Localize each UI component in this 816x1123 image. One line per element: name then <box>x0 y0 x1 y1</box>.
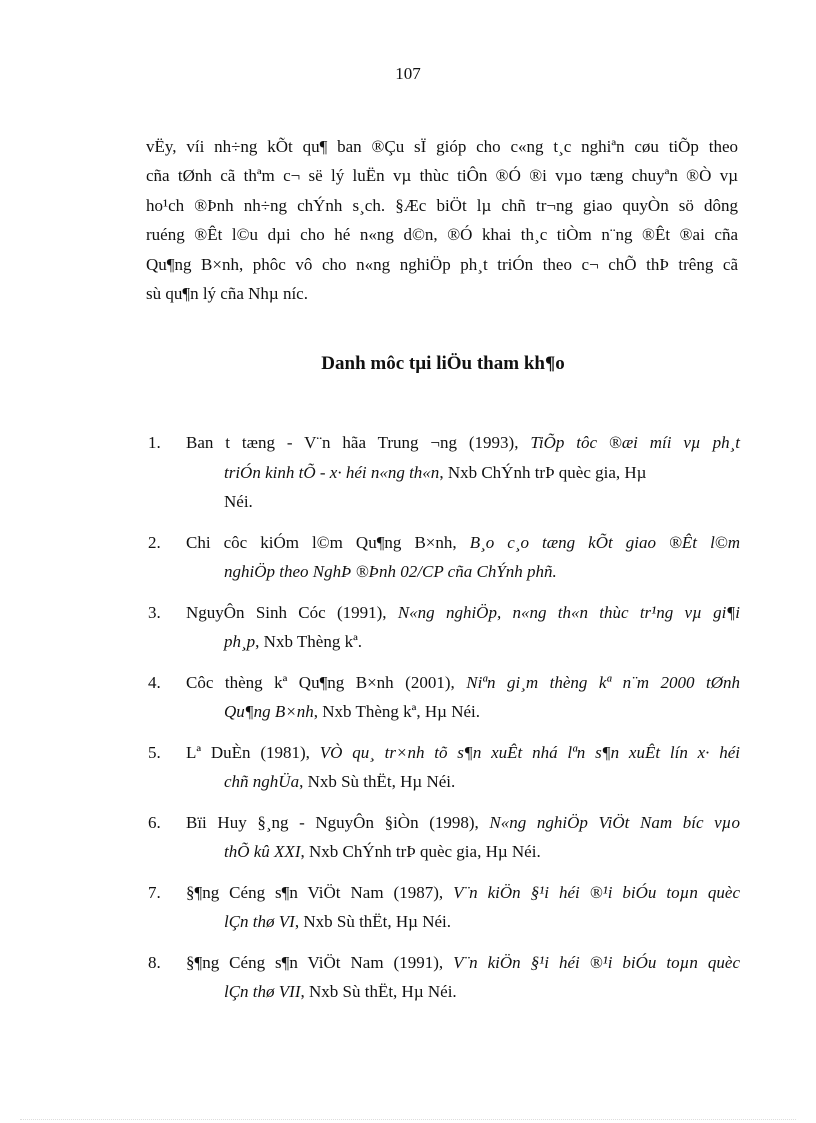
reference-line <box>186 428 740 458</box>
reference-text: Néi. <box>224 492 253 511</box>
reference-line <box>186 738 740 768</box>
intro-line: Qu¶ng B×nh, phôc vô cho n«ng nghiÖp ph¸t triÓn theo c¬ chÕ thÞ trêng cã <box>146 254 738 274</box>
reference-line <box>186 528 740 558</box>
reference-line <box>186 837 740 867</box>
reference-line <box>186 948 740 978</box>
reference-text: Chi côc kiÓm l©m Qu¶ng B×nh, <box>186 532 470 552</box>
reference-text: §¶ng Céng s¶n ViÖt Nam (1991), <box>186 952 454 972</box>
reference-line <box>186 668 740 698</box>
reference-text: NguyÔn Sinh Cóc (1991), <box>186 602 398 622</box>
reference-title-text: B¸o c¸o tæng kÕt giao ®Êt l©m <box>469 532 740 552</box>
reference-line <box>186 907 740 937</box>
page-number: 107 <box>395 64 421 83</box>
reference-number: 3. <box>148 602 161 622</box>
reference-number: 5. <box>148 742 161 762</box>
reference-body <box>186 878 740 937</box>
reference-title-text: ph¸p <box>224 632 256 651</box>
reference-line <box>186 458 740 488</box>
reference-line <box>186 487 740 517</box>
reference-text: , Nxb Thèng kª. <box>255 632 363 651</box>
reference-title-text: triÓn kinh tÕ - x· héi n«ng th«n <box>224 462 440 482</box>
reference-number: 4. <box>148 672 161 692</box>
reference-item <box>146 668 740 727</box>
intro-line: ruéng ®Êt l©u dµi cho hé n«ng d©n, ®Ó khai th¸c tiÒm n¨ng ®Êt ®ai cña <box>146 225 738 245</box>
reference-number: 2. <box>148 532 161 552</box>
reference-item <box>146 738 740 797</box>
reference-body <box>186 668 740 727</box>
reference-body <box>186 428 740 517</box>
reference-title-text: lÇn thø VII <box>224 982 301 1001</box>
reference-body <box>186 948 740 1007</box>
reference-text: , Nxb Sù thËt, Hµ Néi. <box>300 982 457 1001</box>
intro-line: sù qu¶n lý cña Nhµ níc. <box>146 284 308 304</box>
reference-title-text: V¨n kiÖn §¹i héi ®¹i biÓu toµn quèc <box>453 882 740 902</box>
intro-paragraph <box>146 132 738 308</box>
reference-title-text: TiÕp tôc ®æi míi vµ ph¸t <box>530 433 740 452</box>
reference-title-text: N«ng nghiÖp ViÖt Nam bíc vµo <box>489 812 740 832</box>
reference-text: Côc thèng kª Qu¶ng B×nh (2001), <box>186 672 467 692</box>
reference-title-text: N«ng nghiÖp, n«ng th«n thùc tr¹ng vµ gi¶i <box>397 602 740 622</box>
reference-number: 6. <box>148 812 161 832</box>
reference-title-text: lÇn thø VI <box>224 912 295 931</box>
references-heading: Danh môc tµi liÖu tham kh¶o <box>321 353 565 374</box>
page-bottom-divider <box>20 1119 796 1120</box>
intro-line: cña tØnh cã thªm c¬ së lý luËn vµ thùc tiÔn ®Ó ®i vµo tæng chuyªn ®Ò vµ <box>146 166 738 186</box>
reference-line <box>186 767 740 797</box>
reference-number: 8. <box>148 952 161 972</box>
reference-title-text: Qu¶ng B×nh <box>224 702 314 721</box>
reference-item <box>146 528 740 587</box>
reference-title-text: chñ nghÜa <box>224 772 300 791</box>
reference-body <box>186 598 740 657</box>
reference-text: , Nxb Sù thËt, Hµ Néi. <box>294 912 452 931</box>
reference-item <box>146 948 740 1007</box>
reference-text: Lª DuÈn (1981), <box>186 742 320 762</box>
reference-text: , Nxb ChÝnh trÞ quèc gia, Hµ Néi. <box>300 842 541 861</box>
reference-item <box>146 878 740 937</box>
reference-text: , Nxb ChÝnh trÞ quèc gia, Hµ <box>439 462 647 482</box>
reference-title-text: V¨n kiÖn §¹i héi ®¹i biÓu toµn quèc <box>453 952 740 972</box>
reference-line <box>186 557 740 587</box>
reference-body <box>186 528 740 587</box>
reference-line <box>186 598 740 628</box>
reference-line <box>186 697 740 727</box>
reference-text: Ban t tæng - V¨n hãa Trung ¬ng (1993), <box>186 433 531 452</box>
reference-title-text: nghiÖp theo NghÞ ®Þnh 02/CP cña ChÝnh phñ. <box>224 562 557 581</box>
reference-list <box>146 428 740 1018</box>
reference-number: 1. <box>148 433 161 452</box>
reference-text: , Nxb Sù thËt, Hµ Néi. <box>299 772 456 791</box>
reference-title-text: thÕ kû XXI <box>224 842 301 861</box>
reference-text: §¶ng Céng s¶n ViÖt Nam (1987), <box>186 882 454 902</box>
reference-title-text: Niªn gi¸m thèng kª n¨m 2000 tØnh <box>466 672 740 692</box>
reference-text: Bïi Huy §¸ng - NguyÔn §iÒn (1998), <box>186 812 490 832</box>
reference-line <box>186 627 740 657</box>
reference-number: 7. <box>148 882 161 902</box>
reference-title-text: VÒ qu¸ tr×nh tõ s¶n xuÊt nhá lªn s¶n xuÊt lín x· héi <box>319 742 740 762</box>
intro-line: ho¹ch ®Þnh nh÷ng chÝnh s¸ch. §Æc biÖt lµ chñ tr¬ng giao quyÒn sö dông <box>146 195 738 215</box>
reference-text: , Nxb Thèng kª, Hµ Néi. <box>313 702 480 721</box>
reference-body <box>186 738 740 797</box>
intro-line: vËy, víi nh÷ng kÕt qu¶ ban ®Çu sÏ gióp cho c«ng t¸c nghiªn cøu tiÕp theo <box>146 137 738 156</box>
reference-line <box>186 977 740 1007</box>
reference-item <box>146 598 740 657</box>
reference-line <box>186 878 740 908</box>
reference-body <box>186 808 740 867</box>
reference-item <box>146 808 740 867</box>
reference-line <box>186 808 740 838</box>
reference-item <box>146 428 740 517</box>
